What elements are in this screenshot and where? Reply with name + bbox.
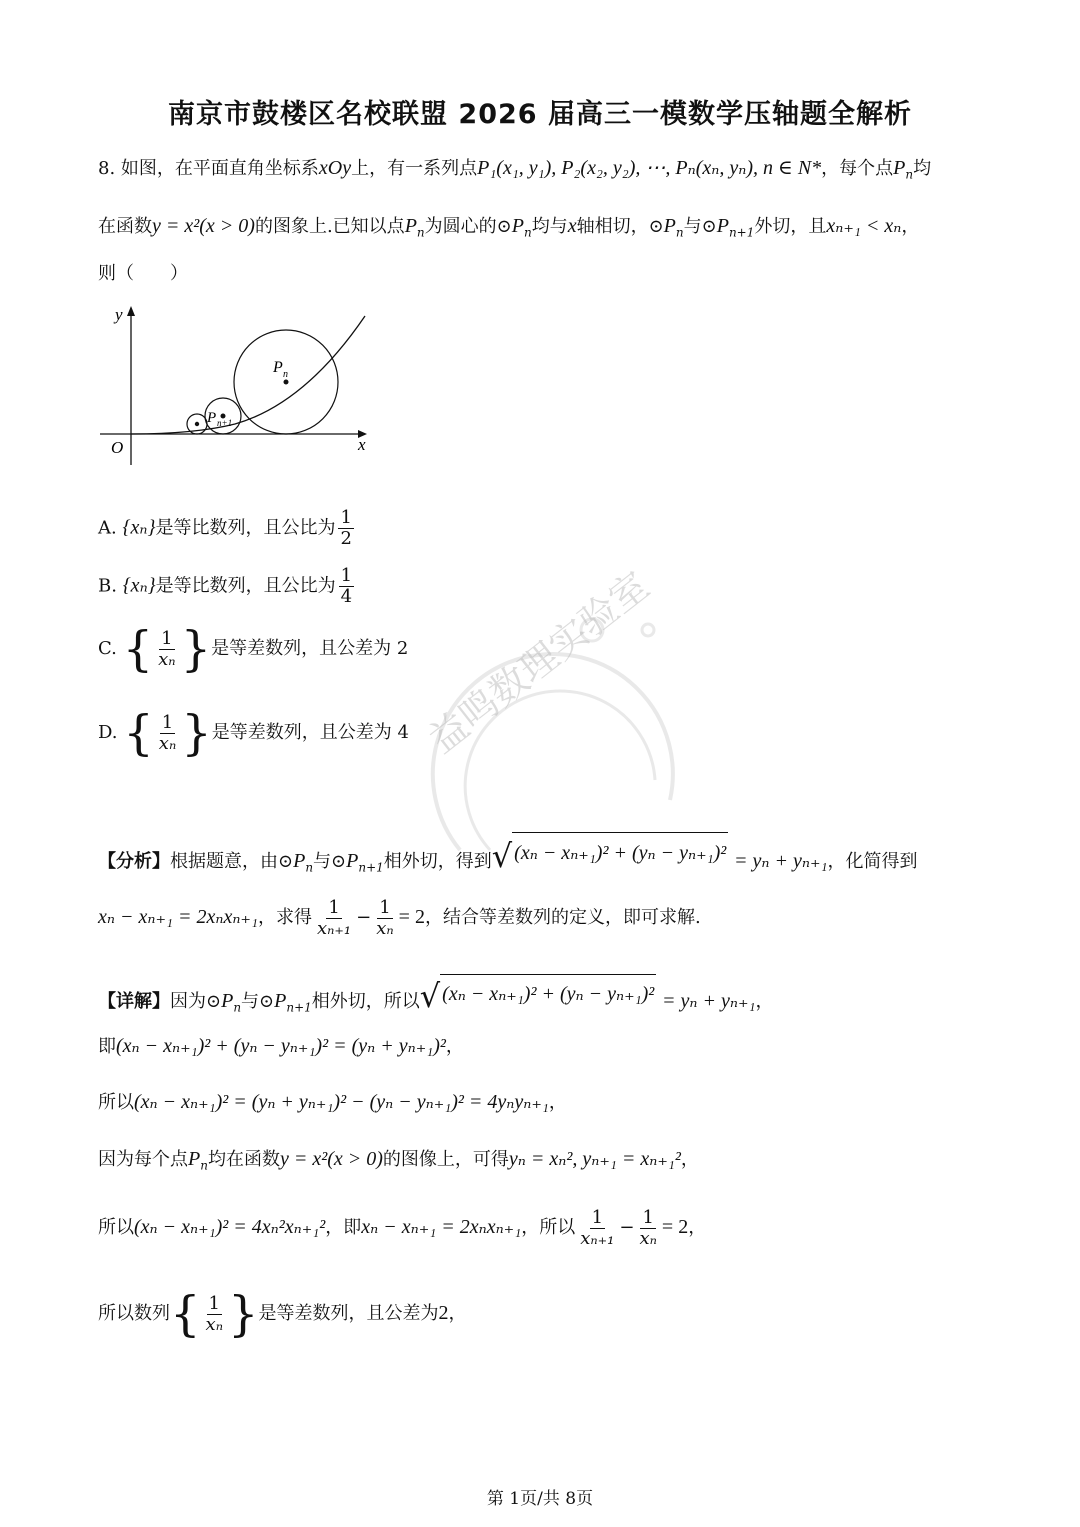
analysis-line-1: 【分析】根据题意，由$⊙P_n$与$⊙P_{n+1}$相外切，得到 √ (xₙ − xₙ₊₁)² + (yₙ − yₙ₊₁)² = yₙ + yₙ₊₁，化简得到 [98,832,917,886]
detail-line-4: 因为每个点$P_n$均在函数y = x²(x > 0)的图像上，可得yₙ = xₙ², yₙ₊₁ = xₙ₊₁²， [98,1148,699,1173]
analysis-line-2: xₙ − xₙ₊₁ = 2xₙxₙ₊₁，求得 $\frac{1}{\text{xₙ₊₁}}$ − $\frac{1}{\text{xₙ}}$ = 2，结合等差数列的定义，即可求解. [98,896,701,939]
watermark-text: 益鸣数理实验室 [420,563,658,762]
detail-line-2: 即(xₙ − xₙ₊₁)² + (yₙ − yₙ₊₁)² = (yₙ + yₙ₊₁)²， [98,1035,464,1057]
parabola-curve [131,316,365,434]
detail-line-3: 所以(xₙ − xₙ₊₁)² = (yₙ + yₙ₊₁)² − (yₙ − yₙ₊₁)² = 4yₙyₙ₊₁， [98,1091,567,1113]
option-b[interactable]: B. {xₙ}是等比数列，且公比为 $\frac{1}{4}$ [98,565,353,607]
page-footer: 第 1页/共 8页 [486,1489,594,1509]
origin-label: O [111,438,124,457]
y-label: y [115,305,123,324]
pn-sub: n [283,369,288,380]
point-pn [284,380,289,385]
x-label: x [358,435,366,454]
point-pn2 [195,422,199,426]
page-title: 南京市鼓楼区名校联盟 2026 届高三一模数学压轴题全解析 [168,99,912,130]
option-d[interactable]: D. { $\frac{1}{\text{xₙ}}$ }是等差数列，且公差为 4 [98,705,409,761]
detail-line-1: 【详解】因为$⊙P_n$与$⊙P_{n+1}$相外切，所以 √ (xₙ − xₙ₊₁)² + (yₙ − yₙ₊₁)² = yₙ + yₙ₊₁， [98,974,773,1025]
detail-line-6: 所以数列{ $\frac{1}{\text{xₙ}}$ }是等差数列，且公差为2， [98,1286,467,1342]
option-a[interactable]: A. {xₙ}是等比数列，且公比为 $\frac{1}{2}$ [98,507,352,549]
question-line-1: 8. 如图，在平面直角坐标系xOy上，有一系列点P₁(x₁, y₁), P₂(x₂, y₂), ⋯, Pₙ(xₙ, yₙ), n ∈ N*，每个点$P_n$均 [98,157,932,182]
pn1-label: P [207,410,217,426]
question-line-3: 则（ ） [98,263,188,284]
question-line-2: 在函数y = x²(x > 0)的图象上.已知以点$P_n$为圆心的$⊙P_n$均与x轴相切，$⊙P_n$与$⊙P_{n+1}$外切，且xₙ₊₁ < xₙ， [98,215,920,240]
detail-line-5: 所以(xₙ − xₙ₊₁)² = 4xₙ²xₙ₊₁²，即xₙ − xₙ₊₁ = 2xₙxₙ₊₁，所以 $\frac{1}{\text{xₙ₊₁}}$ − $\frac{1}{\text{xₙ}}$ = 2， [98,1206,707,1249]
pn1-sub: n+1 [217,418,233,428]
figure-diagram [95,300,385,465]
option-c[interactable]: C. { $\frac{1}{\text{xₙ}}$ }是等差数列，且公差为 2 [98,621,409,677]
points-list: P₁(x₁, y₁), P₂(x₂, y₂), ⋯, Pₙ(xₙ, yₙ), n ∈ N* [477,157,822,179]
y-axis-arrow [127,306,135,316]
pn-label: P [273,359,283,376]
